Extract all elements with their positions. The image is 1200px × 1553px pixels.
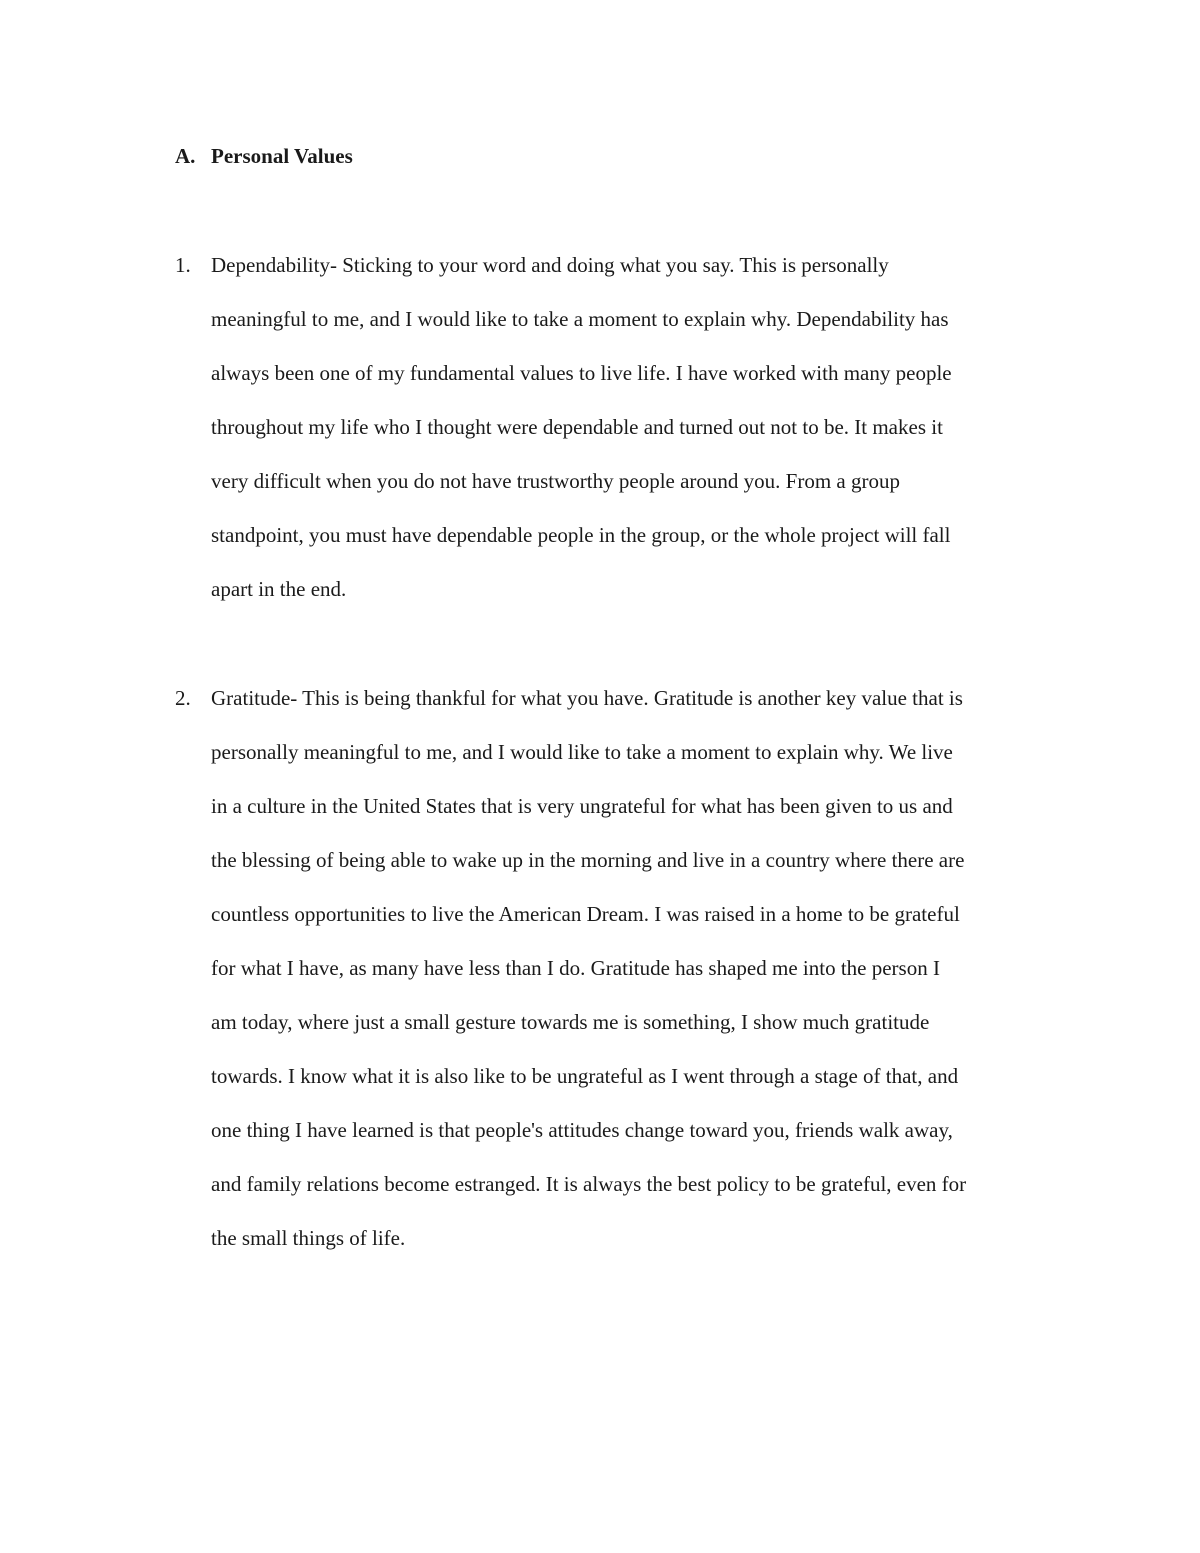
- list-item-paragraph: [211, 671, 1073, 1265]
- paragraph-line: Dependability- Sticking to your word and doing what you say. This is personally: [211, 253, 889, 277]
- paragraph-line: in a culture in the United States that is very ungrateful for what has been given to us and: [211, 794, 953, 818]
- paragraph-line: throughout my life who I thought were dependable and turned out not to be. It makes it: [211, 415, 943, 439]
- paragraph-line: for what I have, as many have less than I do. Gratitude has shaped me into the person I: [211, 956, 940, 980]
- paragraph-line: towards. I know what it is also like to be ungrateful as I went through a stage of that, and: [211, 1064, 959, 1088]
- section-letter: A.: [175, 144, 196, 168]
- paragraph-line: very difficult when you do not have trustworthy people around you. From a group: [211, 469, 900, 493]
- list-item-paragraph: [211, 238, 1073, 616]
- paragraph-line: standpoint, you must have dependable people in the group, or the whole project will fall: [211, 523, 951, 547]
- paragraph-line: Gratitude- This is being thankful for what you have. Gratitude is another key value that is: [211, 686, 963, 710]
- paragraph-line: always been one of my fundamental values to live life. I have worked with many people: [211, 361, 952, 385]
- paragraph-line: personally meaningful to me, and I would like to take a moment to explain why. We live: [211, 740, 953, 764]
- paragraph-line: meaningful to me, and I would like to take a moment to explain why. Dependability has: [211, 307, 949, 331]
- paragraph-line: the small things of life.: [211, 1226, 406, 1250]
- paragraph-line: countless opportunities to live the American Dream. I was raised in a home to be grateful: [211, 902, 960, 926]
- paragraph-line: apart in the end.: [211, 577, 347, 601]
- section-title: Personal Values: [211, 144, 353, 168]
- paragraph-line: am today, where just a small gesture towards me is something, I show much gratitude: [211, 1010, 930, 1034]
- paragraph-line: and family relations become estranged. It is always the best policy to be grateful, even for: [211, 1172, 967, 1196]
- paragraph-line: one thing I have learned is that people's attitudes change toward you, friends walk away,: [211, 1118, 953, 1142]
- list-item-number: 1.: [175, 253, 191, 277]
- section-heading: [175, 140, 353, 172]
- paragraph-line: the blessing of being able to wake up in the morning and live in a country where there are: [211, 848, 965, 872]
- list-item-number: 2.: [175, 686, 191, 710]
